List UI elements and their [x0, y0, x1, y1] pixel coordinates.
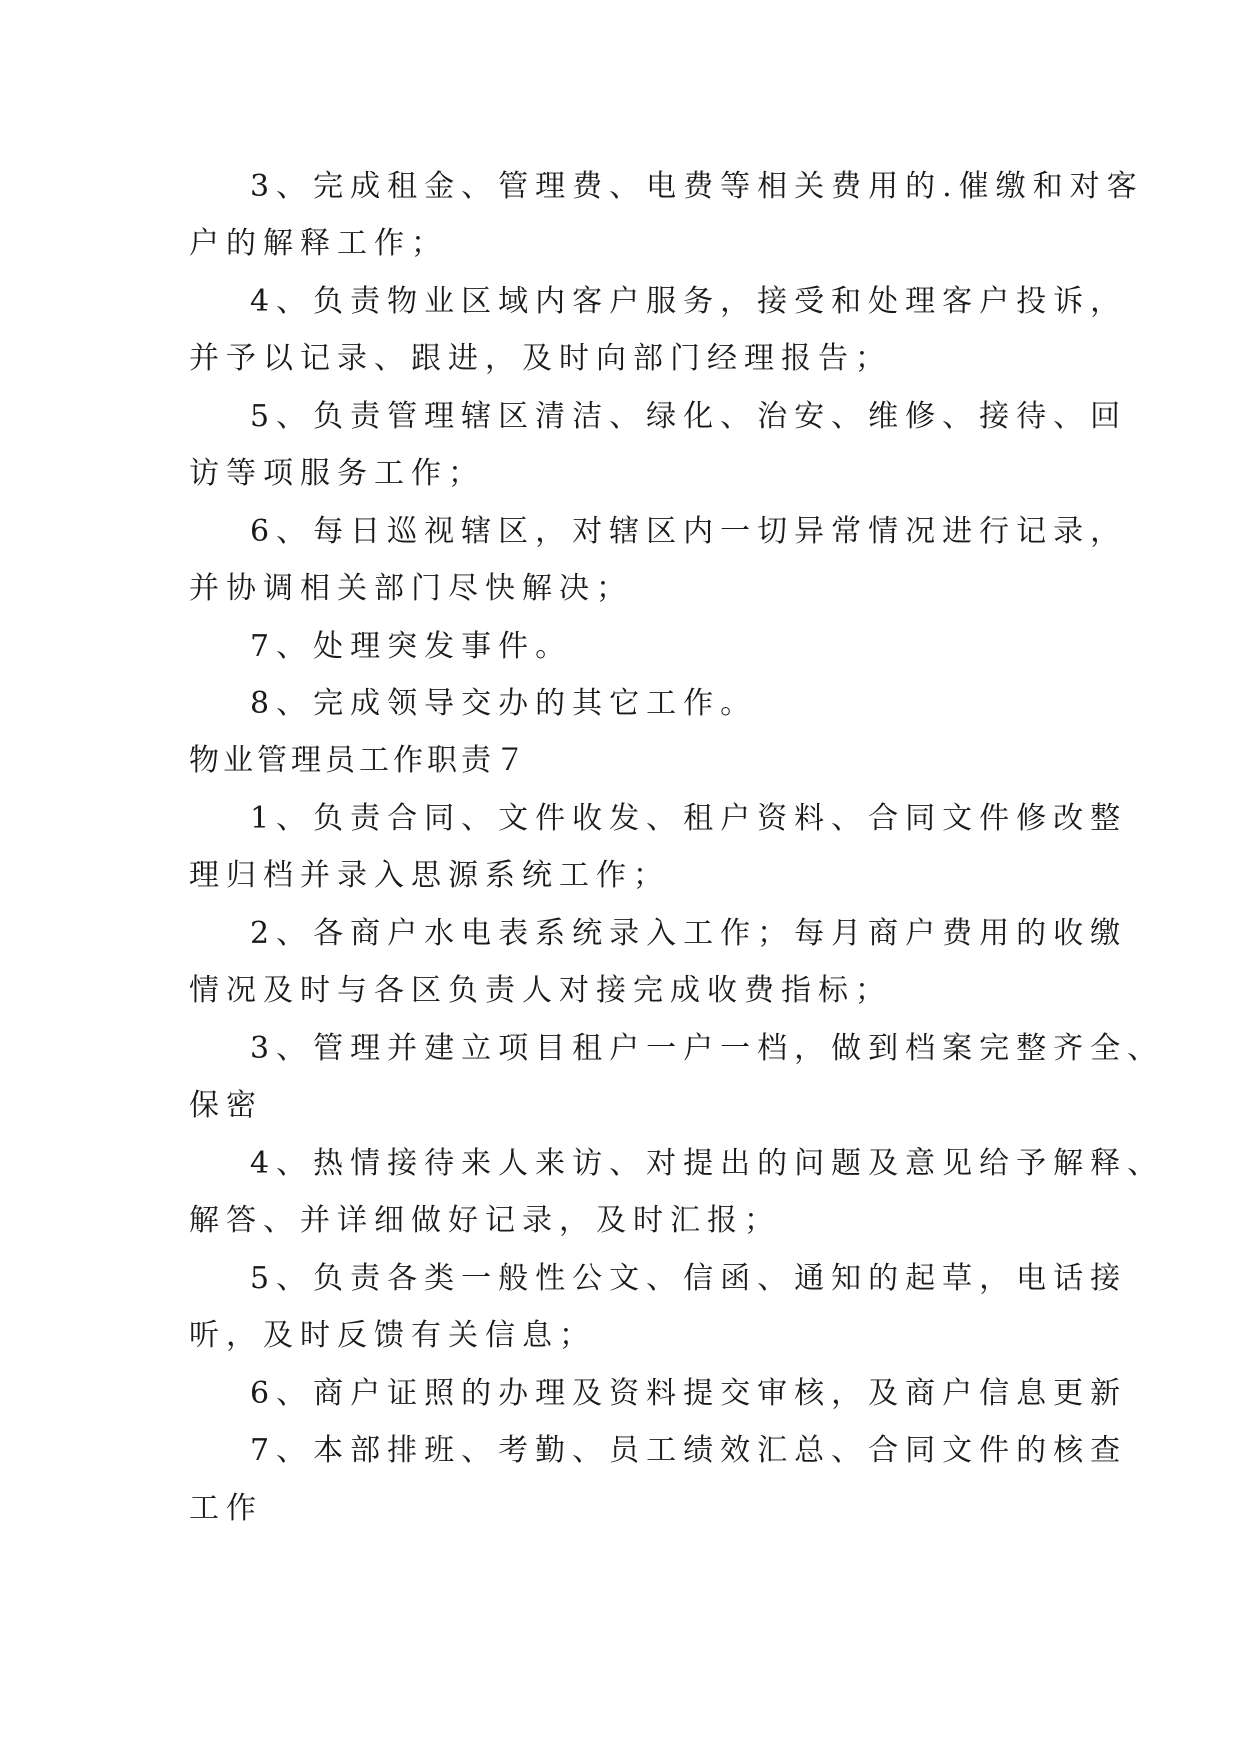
- text-line: 听，及时反馈有关信息；: [189, 1318, 596, 1353]
- text-line: 并协调相关部门尽快解决；: [189, 571, 633, 606]
- text-line: 3、完成租金、管理费、电费等相关费用的.催缴和对客: [250, 169, 1144, 204]
- text-line: 3、管理并建立项目租户一户一档，做到档案完整齐全、: [250, 1031, 1165, 1066]
- text-line: 解答、并详细做好记录，及时汇报；: [189, 1203, 781, 1238]
- text-line: 4、负责物业区域内客户服务，接受和处理客户投诉，: [250, 284, 1128, 319]
- text-line: 7、处理突发事件。: [250, 629, 573, 664]
- text-line: 并予以记录、跟进，及时向部门经理报告；: [189, 341, 892, 376]
- text-line: 5、负责各类一般性公文、信函、通知的起草，电话接: [250, 1261, 1128, 1296]
- text-line: 访等项服务工作；: [189, 456, 485, 491]
- text-line: 1、负责合同、文件收发、租户资料、合同文件修改整: [250, 801, 1128, 836]
- text-line: 5、负责管理辖区清洁、绿化、治安、维修、接待、回: [250, 399, 1128, 434]
- text-line: 8、完成领导交办的其它工作。: [250, 686, 758, 721]
- text-line: 4、热情接待来人来访、对提出的问题及意见给予解释、: [250, 1146, 1165, 1181]
- text-line: 2、各商户水电表系统录入工作；每月商户费用的收缴: [250, 916, 1128, 951]
- section-heading: 物业管理员工作职责７: [189, 743, 529, 778]
- text-line: 情况及时与各区负责人对接完成收费指标；: [189, 973, 892, 1008]
- text-line: 理归档并录入思源系统工作；: [189, 858, 670, 893]
- text-line: 户的解释工作；: [189, 226, 448, 261]
- text-line: 6、商户证照的办理及资料提交审核，及商户信息更新: [250, 1376, 1128, 1411]
- text-line: 7、本部排班、考勤、员工绩效汇总、合同文件的核查: [250, 1433, 1128, 1468]
- text-line: 保密: [189, 1088, 263, 1123]
- text-line: 工作: [189, 1491, 263, 1526]
- text-line: 6、每日巡视辖区，对辖区内一切异常情况进行记录，: [250, 514, 1128, 549]
